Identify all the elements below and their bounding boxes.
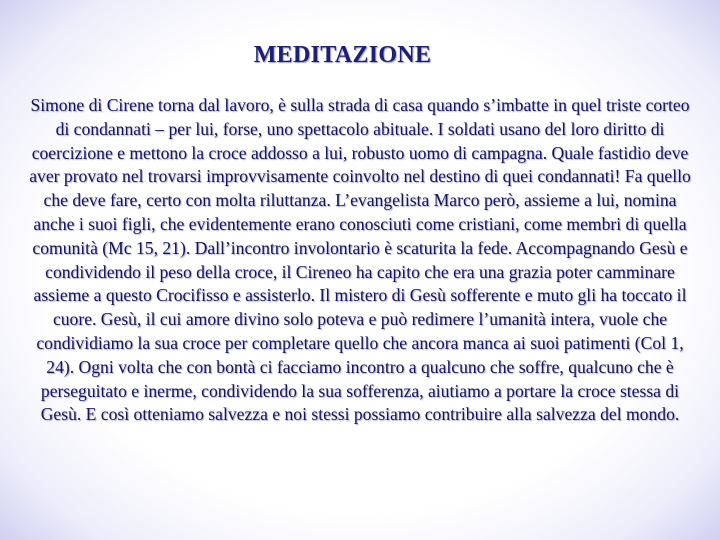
- meditation-text: Simone di Cirene torna dal lavoro, è sulla strada di casa quando s’imbatte in quel triste corteo di condannati – per lui, forse, uno spettacolo abituale. I soldati usano del loro diritto di coercizione e mettono la croce addosso a lui, robusto uomo di campagna. Quale fastidio deve aver provato nel trovarsi improvvisamente coinvolto nel destino di quei condannati! Fa quello che deve fare, certo con molta riluttanza. L’evangelista Marco però, assieme a lui, nomina anche i suoi figli, che evidentemente erano conosciuti come cristiani, come membri di quella comunità (Mc 15, 21). Dall’incontro involontario è scaturita la fede. Accompagnando Gesù e condividendo il peso della croce, il Cireneo ha capito che era una grazia poter camminare assieme a questo Crocifisso e assisterlo. Il mistero di Gesù sofferente e muto gli ha toccato il cuore. Gesù, il cui amore divino solo poteva e può redimere l’umanità intera, vuole che condividiamo la sua croce per completare quello che ancora manca ai suoi patimenti (Col 1, 24). Ogni volta che con bontà ci facciamo incontro a qualcuno che soffre, qualcuno che è perseguitato e inerme, condividendo la sua sofferenza, aiutiamo a portare la croce stessa di Gesù. E così otteniamo salvezza e noi stessi possiamo contribuire alla salvezza del mondo.: [29, 95, 691, 425]
- slide-title: MEDITAZIONE: [253, 42, 432, 68]
